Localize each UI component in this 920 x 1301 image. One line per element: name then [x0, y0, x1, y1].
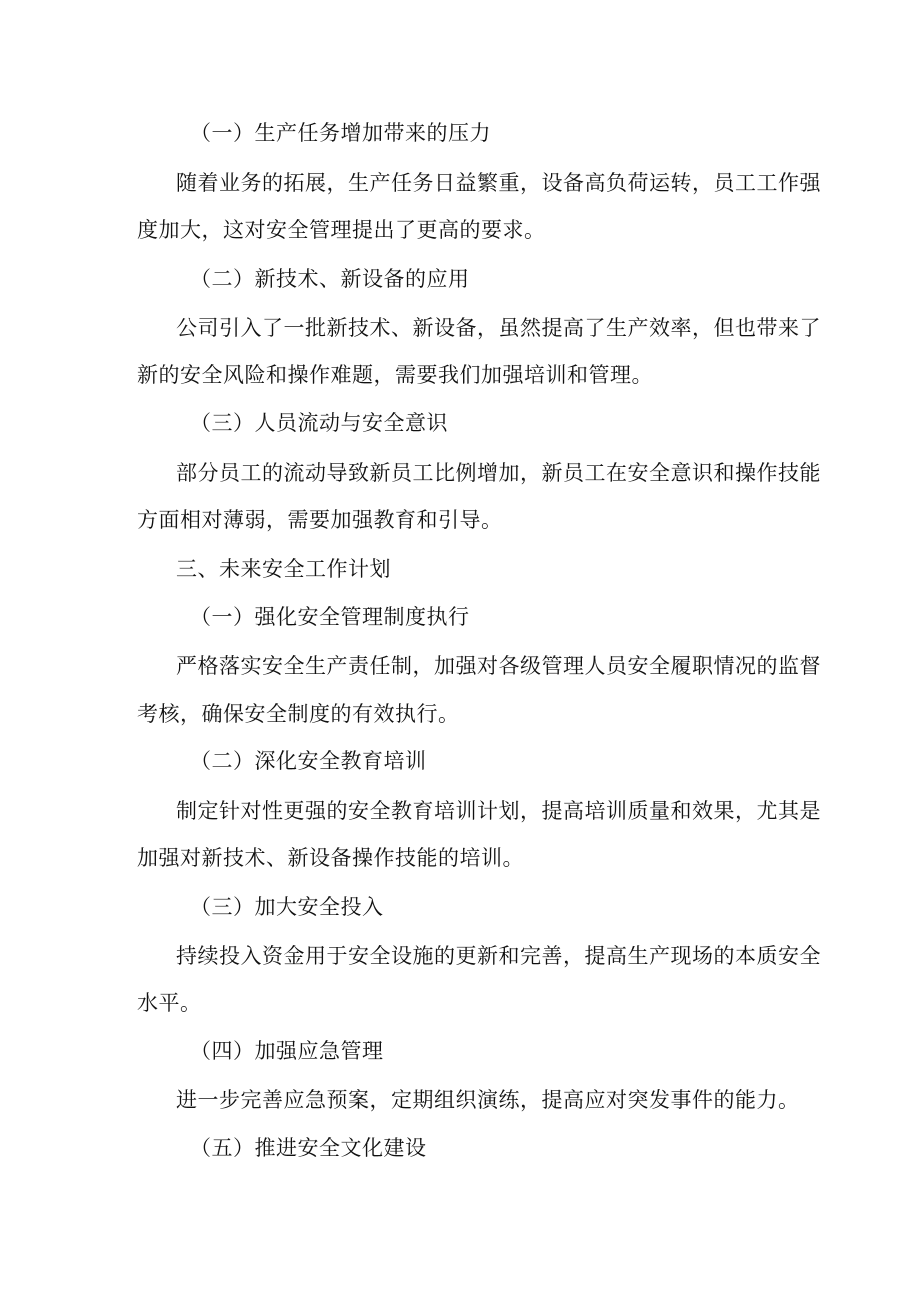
subheading-safety-culture: （五）推进安全文化建设: [190, 1136, 427, 1160]
paragraph-line: 方面相对薄弱，需要加强教育和引导。: [137, 508, 503, 532]
subheading-new-tech: （二）新技术、新设备的应用: [190, 267, 470, 291]
paragraph-line: 新的安全风险和操作难题，需要我们加强培训和管理。: [137, 363, 653, 387]
paragraph-line: 严格落实安全生产责任制，加强对各级管理人员安全履职情况的监督: [176, 654, 821, 678]
subheading-production-pressure: （一）生产任务增加带来的压力: [190, 121, 491, 145]
subheading-management-system: （一）强化安全管理制度执行: [190, 605, 470, 629]
subheading-emergency-management: （四）加强应急管理: [190, 1039, 384, 1063]
subheading-education-training: （二）深化安全教育培训: [190, 749, 427, 773]
paragraph-line: 水平。: [137, 991, 202, 1015]
paragraph-line: 进一步完善应急预案，定期组织演练，提高应对突发事件的能力。: [176, 1088, 800, 1112]
paragraph-line: 持续投入资金用于安全设施的更新和完善，提高生产现场的本质安全: [176, 944, 821, 968]
section-heading-future-plan: 三、未来安全工作计划: [176, 557, 391, 581]
subheading-staff-turnover: （三）人员流动与安全意识: [190, 411, 448, 435]
subheading-safety-investment: （三）加大安全投入: [190, 895, 384, 919]
paragraph-line: 随着业务的拓展，生产任务日益繁重，设备高负荷运转，员工工作强: [176, 171, 821, 195]
paragraph-line: 度加大，这对安全管理提出了更高的要求。: [137, 218, 546, 242]
paragraph-line: 公司引入了一批新技术、新设备，虽然提高了生产效率，但也带来了: [176, 316, 821, 340]
paragraph-line: 考核，确保安全制度的有效执行。: [137, 702, 460, 726]
paragraph-line: 部分员工的流动导致新员工比例增加，新员工在安全意识和操作技能: [176, 461, 821, 485]
paragraph-line: 制定针对性更强的安全教育培训计划，提高培训质量和效果，尤其是: [176, 799, 821, 823]
paragraph-line: 加强对新技术、新设备操作技能的培训。: [137, 846, 524, 870]
